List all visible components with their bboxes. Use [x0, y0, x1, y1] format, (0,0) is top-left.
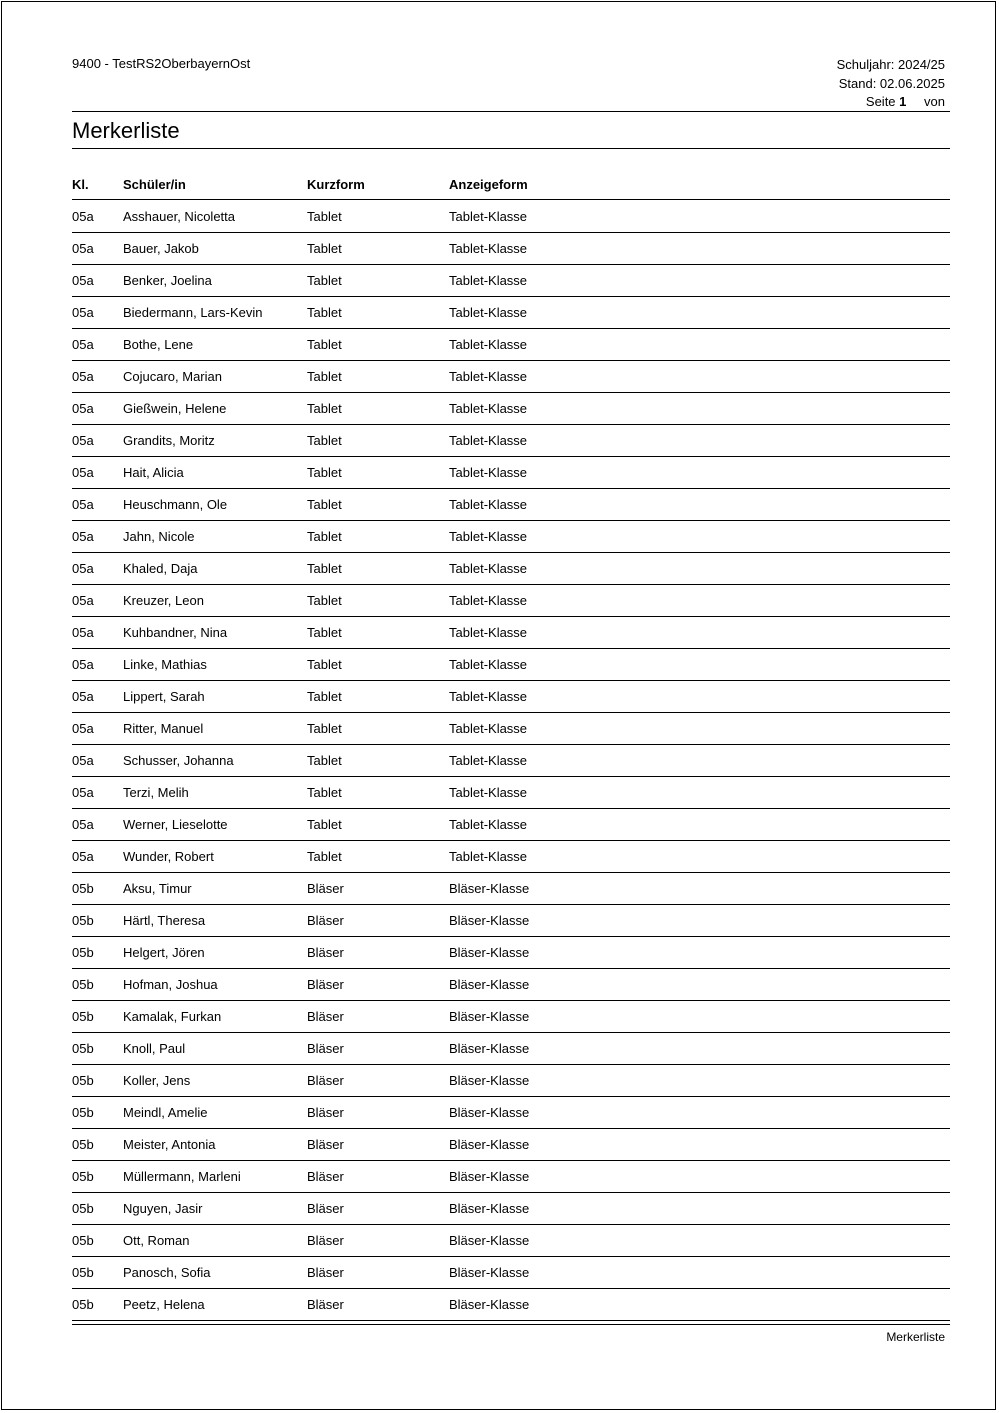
cell-student: Ott, Roman: [123, 1233, 190, 1248]
cell-display-form: Tablet-Klasse: [449, 785, 528, 800]
table-row: [72, 905, 950, 937]
cell-short-form: Tablet: [307, 433, 342, 448]
cell-student: Bothe, Lene: [123, 337, 194, 352]
table-row: [72, 1289, 950, 1321]
cell-student: Panosch, Sofia: [123, 1265, 211, 1280]
cell-student: Kreuzer, Leon: [123, 593, 204, 608]
table-row: [72, 201, 950, 233]
page-number: 1: [899, 94, 907, 109]
cell-display-form: Bläser-Klasse: [449, 1201, 530, 1216]
cell-class: 05a: [72, 657, 94, 672]
cell-short-form: Bläser: [307, 1041, 344, 1056]
cell-display-form: Tablet-Klasse: [449, 465, 528, 480]
cell-class: 05a: [72, 273, 94, 288]
cell-student: Bauer, Jakob: [123, 241, 199, 256]
header-divider: [72, 111, 950, 112]
cell-short-form: Bläser: [307, 881, 344, 896]
cell-student: Heuschmann, Ole: [123, 497, 228, 512]
cell-class: 05b: [72, 881, 94, 896]
cell-student: Meindl, Amelie: [123, 1105, 208, 1120]
cell-short-form: Bläser: [307, 1169, 344, 1184]
page-suffix: von: [924, 94, 945, 109]
table-row: [72, 841, 950, 873]
cell-display-form: Tablet-Klasse: [449, 433, 528, 448]
cell-class: 05a: [72, 401, 94, 416]
cell-student: Meister, Antonia: [123, 1137, 216, 1152]
table-row: [72, 1097, 950, 1129]
cell-display-form: Tablet-Klasse: [449, 401, 528, 416]
cell-short-form: Bläser: [307, 1009, 344, 1024]
column-header-class: Kl.: [72, 177, 89, 192]
table-row: [72, 361, 950, 393]
cell-class: 05a: [72, 625, 94, 640]
cell-class: 05b: [72, 1073, 94, 1088]
cell-student: Gießwein, Helene: [123, 401, 227, 416]
school-name: 9400 - TestRS2OberbayernOst: [72, 56, 251, 71]
table-row: [72, 713, 950, 745]
cell-short-form: Bläser: [307, 1105, 344, 1120]
table-header: [72, 177, 950, 193]
cell-class: 05a: [72, 465, 94, 480]
table-row: [72, 489, 950, 521]
cell-short-form: Tablet: [307, 241, 342, 256]
table-row: [72, 521, 950, 553]
cell-class: 05b: [72, 913, 94, 928]
cell-display-form: Bläser-Klasse: [449, 945, 530, 960]
cell-short-form: Tablet: [307, 689, 342, 704]
cell-student: Kuhbandner, Nina: [123, 625, 228, 640]
cell-display-form: Tablet-Klasse: [449, 561, 528, 576]
cell-short-form: Tablet: [307, 401, 342, 416]
cell-short-form: Tablet: [307, 273, 342, 288]
cell-student: Hait, Alicia: [123, 465, 184, 480]
cell-class: 05a: [72, 497, 94, 512]
cell-display-form: Bläser-Klasse: [449, 1233, 530, 1248]
cell-student: Cojucaro, Marian: [123, 369, 222, 384]
cell-short-form: Bläser: [307, 913, 344, 928]
cell-display-form: Tablet-Klasse: [449, 721, 528, 736]
cell-class: 05a: [72, 209, 94, 224]
cell-display-form: Tablet-Klasse: [449, 209, 528, 224]
cell-display-form: Tablet-Klasse: [449, 369, 528, 384]
cell-student: Peetz, Helena: [123, 1297, 205, 1312]
cell-class: 05b: [72, 1297, 94, 1312]
report-page: [1, 1, 996, 1410]
cell-student: Werner, Lieselotte: [123, 817, 228, 832]
cell-short-form: Tablet: [307, 529, 342, 544]
cell-class: 05b: [72, 1233, 94, 1248]
cell-display-form: Bläser-Klasse: [449, 1009, 530, 1024]
header-row-divider: [72, 199, 950, 200]
cell-display-form: Tablet-Klasse: [449, 689, 528, 704]
cell-class: 05b: [72, 1169, 94, 1184]
cell-student: Ritter, Manuel: [123, 721, 204, 736]
cell-short-form: Tablet: [307, 817, 342, 832]
cell-class: 05a: [72, 529, 94, 544]
cell-class: 05a: [72, 433, 94, 448]
cell-display-form: Tablet-Klasse: [449, 753, 528, 768]
cell-short-form: Tablet: [307, 657, 342, 672]
cell-display-form: Tablet-Klasse: [449, 497, 528, 512]
cell-class: 05a: [72, 753, 94, 768]
cell-short-form: Tablet: [307, 369, 342, 384]
cell-short-form: Tablet: [307, 721, 342, 736]
cell-student: Kamalak, Furkan: [123, 1009, 222, 1024]
cell-short-form: Tablet: [307, 305, 342, 320]
table-row: [72, 585, 950, 617]
column-header-display-form: Anzeigeform: [449, 177, 528, 192]
cell-class: 05b: [72, 1041, 94, 1056]
cell-display-form: Tablet-Klasse: [449, 273, 528, 288]
cell-display-form: Bläser-Klasse: [449, 977, 530, 992]
cell-class: 05a: [72, 817, 94, 832]
cell-student: Benker, Joelina: [123, 273, 212, 288]
table-row: [72, 265, 950, 297]
cell-class: 05a: [72, 849, 94, 864]
cell-display-form: Tablet-Klasse: [449, 593, 528, 608]
school-year: Schuljahr: 2024/25: [836, 57, 945, 72]
column-header-short-form: Kurzform: [307, 177, 365, 192]
table-row: [72, 681, 950, 713]
cell-student: Härtl, Theresa: [123, 913, 206, 928]
cell-class: 05a: [72, 241, 94, 256]
report-meta: [837, 56, 945, 112]
cell-student: Khaled, Daja: [123, 561, 198, 576]
table-row: [72, 1225, 950, 1257]
table-row: [72, 393, 950, 425]
cell-student: Aksu, Timur: [123, 881, 192, 896]
cell-student: Helgert, Jören: [123, 945, 205, 960]
cell-class: 05a: [72, 785, 94, 800]
cell-class: 05b: [72, 1009, 94, 1024]
table-row: [72, 937, 950, 969]
table-row: [72, 649, 950, 681]
cell-display-form: Bläser-Klasse: [449, 1073, 530, 1088]
cell-display-form: Bläser-Klasse: [449, 1105, 530, 1120]
table-row: [72, 297, 950, 329]
page-indicator: [837, 93, 945, 112]
table-row: [72, 457, 950, 489]
table-body: [72, 201, 950, 1321]
cell-student: Knoll, Paul: [123, 1041, 186, 1056]
cell-class: 05b: [72, 1137, 94, 1152]
cell-student: Asshauer, Nicoletta: [123, 209, 236, 224]
cell-student: Nguyen, Jasir: [123, 1201, 203, 1216]
cell-student: Linke, Mathias: [123, 657, 207, 672]
cell-short-form: Tablet: [307, 625, 342, 640]
cell-display-form: Bläser-Klasse: [449, 1297, 530, 1312]
report-date: Stand: 02.06.2025: [838, 75, 945, 91]
cell-display-form: Tablet-Klasse: [449, 849, 528, 864]
page-title: Merkerliste: [72, 118, 180, 143]
cell-student: Hofman, Joshua: [123, 977, 218, 992]
cell-short-form: Bläser: [307, 977, 344, 992]
cell-display-form: Tablet-Klasse: [449, 817, 528, 832]
table-row: [72, 233, 950, 265]
cell-student: Wunder, Robert: [123, 849, 214, 864]
table-row: [72, 777, 950, 809]
cell-display-form: Tablet-Klasse: [449, 529, 528, 544]
cell-short-form: Bläser: [307, 1265, 344, 1280]
table-row: [72, 1129, 950, 1161]
cell-class: 05b: [72, 945, 94, 960]
table-row: [72, 553, 950, 585]
cell-short-form: Tablet: [307, 593, 342, 608]
cell-short-form: Tablet: [307, 209, 342, 224]
cell-display-form: Bläser-Klasse: [449, 1137, 530, 1152]
cell-class: 05b: [72, 1201, 94, 1216]
cell-class: 05a: [72, 561, 94, 576]
cell-display-form: Tablet-Klasse: [449, 337, 528, 352]
cell-short-form: Bläser: [307, 1201, 344, 1216]
table-row: [72, 329, 950, 361]
cell-class: 05a: [72, 593, 94, 608]
footer-divider: [72, 1324, 950, 1325]
table-row: [72, 745, 950, 777]
table-row: [72, 1033, 950, 1065]
cell-student: Terzi, Melih: [123, 785, 189, 800]
table-row: [72, 1193, 950, 1225]
cell-class: 05a: [72, 369, 94, 384]
title-divider: [72, 148, 950, 149]
cell-short-form: Tablet: [307, 785, 342, 800]
cell-display-form: Tablet-Klasse: [449, 657, 528, 672]
column-header-student: Schüler/in: [123, 177, 186, 192]
table-row: [72, 617, 950, 649]
table-row: [72, 873, 950, 905]
cell-display-form: Bläser-Klasse: [449, 1041, 530, 1056]
cell-short-form: Tablet: [307, 849, 342, 864]
table-row: [72, 1161, 950, 1193]
cell-short-form: Bläser: [307, 945, 344, 960]
table-row: [72, 1065, 950, 1097]
cell-short-form: Bläser: [307, 1137, 344, 1152]
cell-display-form: Tablet-Klasse: [449, 625, 528, 640]
cell-student: Biedermann, Lars-Kevin: [123, 305, 263, 320]
cell-short-form: Tablet: [307, 753, 342, 768]
table-row: [72, 969, 950, 1001]
cell-student: Müllermann, Marleni: [123, 1169, 241, 1184]
cell-short-form: Tablet: [307, 337, 342, 352]
cell-short-form: Tablet: [307, 497, 342, 512]
cell-short-form: Bläser: [307, 1073, 344, 1088]
cell-class: 05a: [72, 689, 94, 704]
cell-display-form: Bläser-Klasse: [449, 913, 530, 928]
table-row: [72, 1001, 950, 1033]
cell-student: Koller, Jens: [123, 1073, 191, 1088]
table-row: [72, 809, 950, 841]
cell-class: 05a: [72, 337, 94, 352]
cell-display-form: Bläser-Klasse: [449, 1169, 530, 1184]
cell-student: Lippert, Sarah: [123, 689, 205, 704]
cell-display-form: Tablet-Klasse: [449, 305, 528, 320]
cell-class: 05b: [72, 1105, 94, 1120]
page-prefix: Seite: [865, 94, 896, 109]
cell-class: 05a: [72, 721, 94, 736]
footer-label: Merkerliste: [886, 1330, 945, 1344]
cell-class: 05b: [72, 977, 94, 992]
cell-class: 05a: [72, 305, 94, 320]
cell-display-form: Tablet-Klasse: [449, 241, 528, 256]
cell-short-form: Bläser: [307, 1233, 344, 1248]
cell-short-form: Tablet: [307, 465, 342, 480]
cell-short-form: Tablet: [307, 561, 342, 576]
cell-display-form: Bläser-Klasse: [449, 1265, 530, 1280]
cell-display-form: Bläser-Klasse: [449, 881, 530, 896]
table-row: [72, 425, 950, 457]
cell-student: Schusser, Johanna: [123, 753, 234, 768]
table-row: [72, 1257, 950, 1289]
cell-student: Grandits, Moritz: [123, 433, 215, 448]
cell-class: 05b: [72, 1265, 94, 1280]
cell-short-form: Bläser: [307, 1297, 344, 1312]
cell-student: Jahn, Nicole: [123, 529, 195, 544]
